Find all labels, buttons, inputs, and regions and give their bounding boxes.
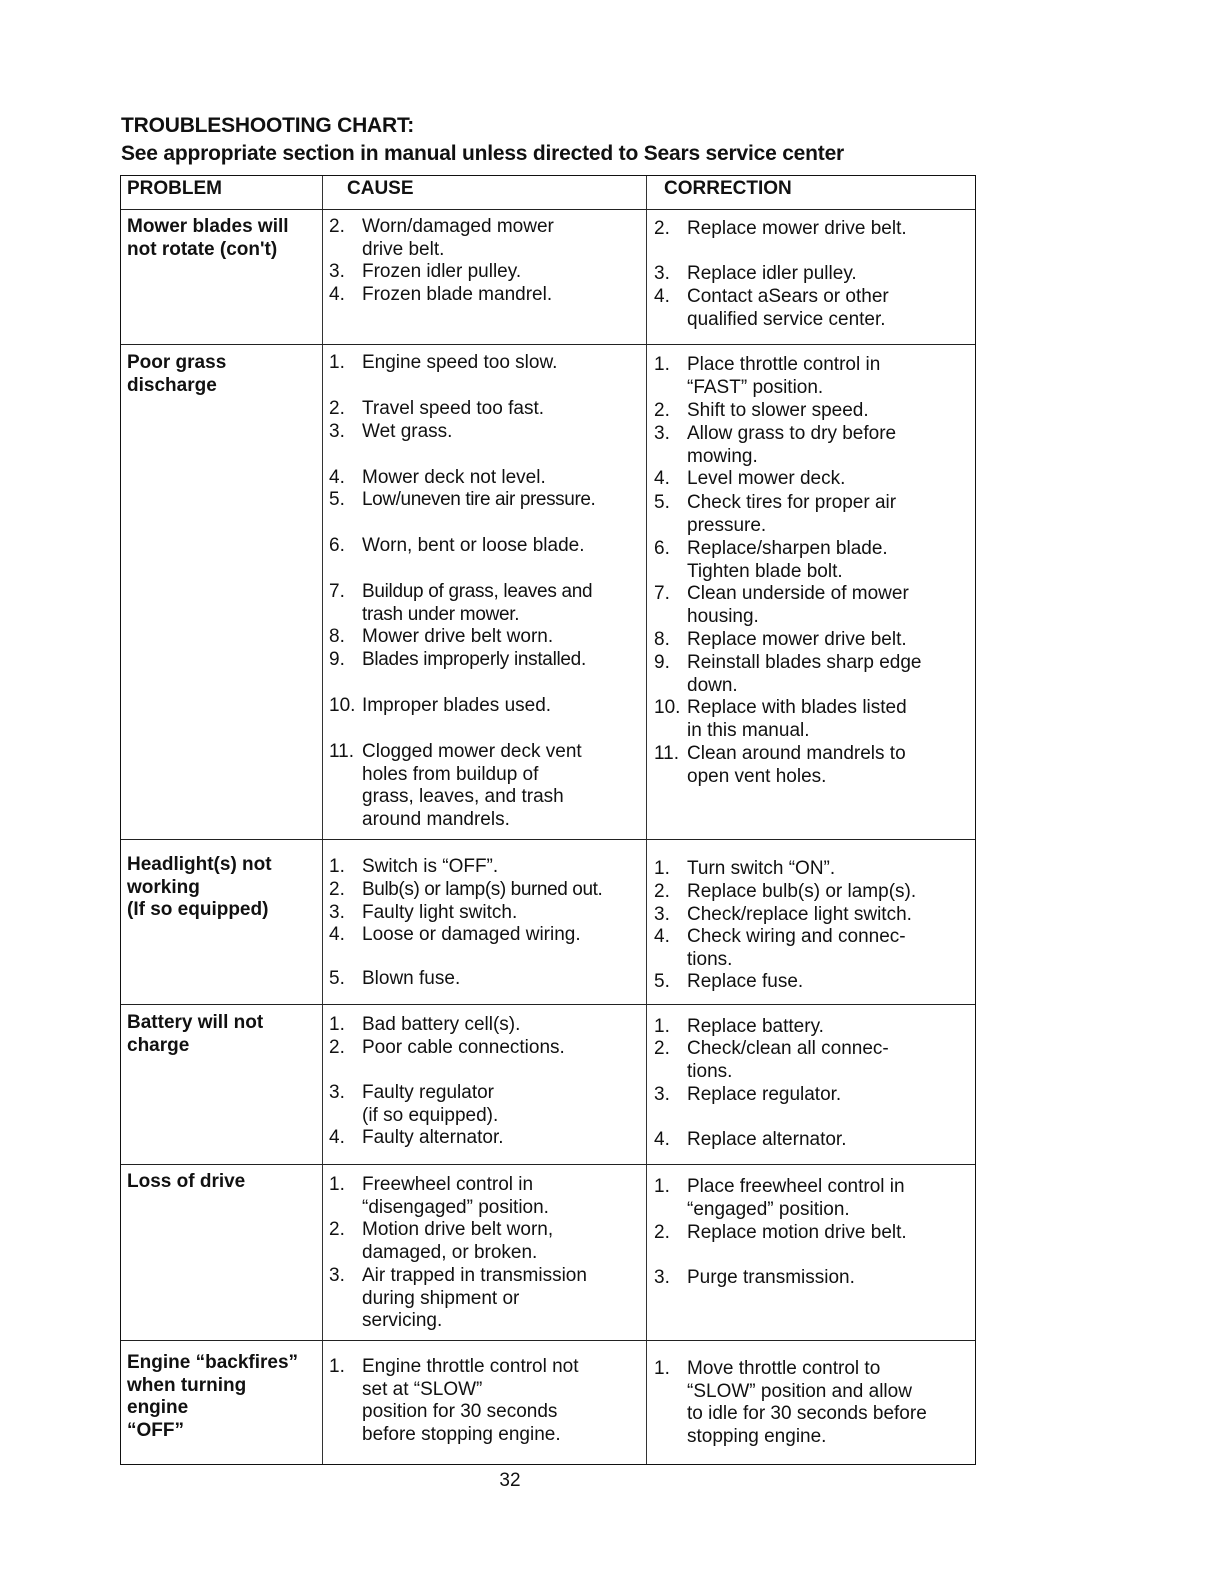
problem-cell: Loss of drive xyxy=(127,1171,246,1192)
row-divider xyxy=(121,1164,975,1165)
header-correction: CORRECTION xyxy=(664,178,792,199)
header-divider xyxy=(121,209,975,210)
problem-cell: Battery will not charge xyxy=(127,1012,264,1056)
row-divider xyxy=(121,1340,975,1341)
header-problem: PROBLEM xyxy=(127,178,222,199)
column-divider xyxy=(646,176,647,1464)
page-number: 32 xyxy=(499,1470,521,1491)
chart-title: TROUBLESHOOTING CHART: xyxy=(121,114,415,137)
row-divider xyxy=(121,344,975,345)
problem-cell: Headlight(s) not working (If so equipped) xyxy=(127,854,272,920)
row-divider xyxy=(121,839,975,840)
row-divider xyxy=(121,1004,975,1005)
problem-cell: Poor grass discharge xyxy=(127,352,227,396)
header-cause: CAUSE xyxy=(347,178,414,199)
troubleshooting-table: PROBLEM CAUSE CORRECTION Mower blades will not rotate (con't) 2. Worn/damaged mower drive belt. 3. Frozen idler pulley. 4. Frozen blade mandrel. 2. Replace mower drive belt. 3. Replace idler pulley. 4. Contact aSears or other qualified service center. Poor grass discharge 1. Engine speed too slow. 2. Travel speed too fast. 3. Wet grass. 4. Mower deck not level. 5. Low/uneven tire air pressure. 6. Worn, bent or loose blade. 7. Buildup of grass, leaves and trash under mower. 8. Mower drive belt worn. 9. Blades improperly installed. 10. Improper blades used. 11. Clogged mower deck vent holes from buildup of grass, leaves, and trash around mandrels. 1. Place throttle control in “FAST” position. 2. Shift to slower speed. 3. Allow grass to dry before mowing. 4. Level mower deck. 5. Check tires for proper air pressure. 6. Replace/sharpen blade. Tighten blade bolt. 7. Clean underside of mower housing. 8. Replace mower drive belt. 9. Reinstall blades sharp edge down. 10. Replace with blades listed in this manual. 11. Clean around mandrels to open vent holes. Headlight(s) not working (If so equipped) 1. Switch is “OFF”. 2. Bulb(s) or lamp(s) burned out. 3. Faulty light switch. 4. Loose or damaged wiring. 5. Blown fuse. 1. Turn switch “ON”. 2. Replace bulb(s) or lamp(s). 3. Check/replace light switch. 4. Check wiring and connec- tions. 5. Replace fuse. Battery will not charge 1. Bad battery cell(s). 2. Poor cable connections. 3. Faulty regulator (if so equipped). 4. Faulty alternator. 1. Replace battery. 2. Check/clean all connec- tions. 3. Replace regulator. 4. Replace alternator. Loss of drive 1. Freewheel control in “disengaged” position. 2. Motion drive belt worn, damaged, or broken. 3. Air trapped in transmission during shipment or servicing. 1. Place freewheel control in “engaged” position. 2. Replace motion drive belt. 3. Purge transmission. Engine “backfires” when turning engine “OFF” 1. Engine throttle control not set at “SLOW” position for 30 seconds before stopping engine. 1. Move throttle control to “SLOW” position and allow to idle for 30 seconds before stopping engine. xyxy=(120,175,976,1465)
chart-subtitle: See appropriate section in manual unless directed to Sears service center xyxy=(121,142,845,165)
problem-cell: Mower blades will not rotate (con't) xyxy=(127,216,289,260)
problem-cell: Engine “backfires” when turning engine “OFF” xyxy=(127,1352,299,1441)
